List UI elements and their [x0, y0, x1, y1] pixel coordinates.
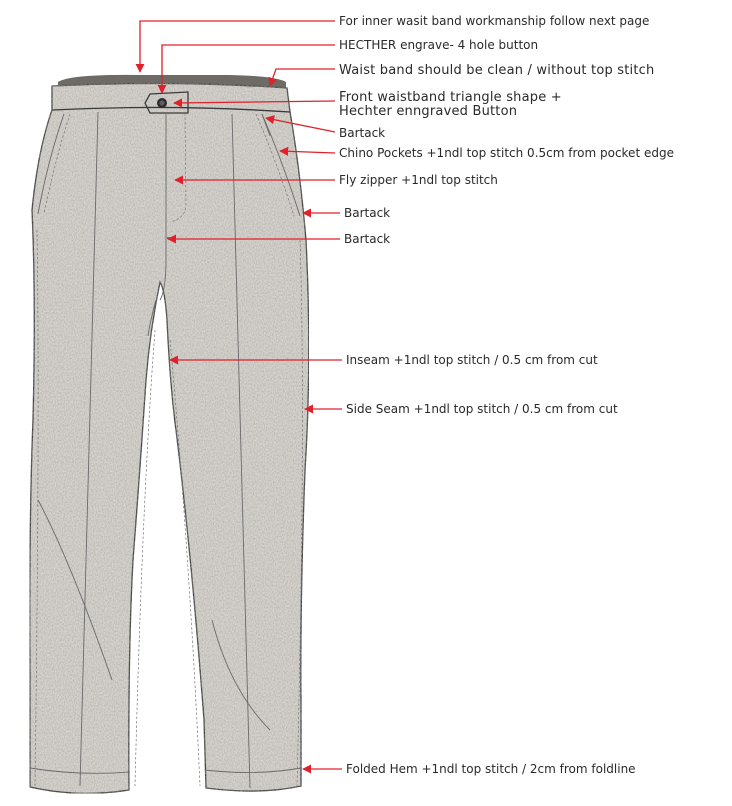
leader-inner-waistband: [140, 21, 335, 72]
trouser-illustration: [30, 75, 309, 793]
label-chino-pockets: Chino Pockets +1ndl top stitch 0.5cm from pocket edge: [339, 146, 674, 160]
label-inner-waistband: For inner wasit band workmanship follow next page: [339, 14, 650, 28]
label-front-waistband-2: Hechter enngraved Button: [339, 104, 518, 119]
label-bartack-fly: Bartack: [344, 232, 391, 246]
label-folded-hem: Folded Hem +1ndl top stitch / 2cm from foldline: [346, 762, 636, 776]
hechter-button: [157, 98, 167, 108]
callout-labels: [339, 14, 674, 776]
label-bartack-side: Bartack: [344, 206, 391, 220]
label-inseam: Inseam +1ndl top stitch / 0.5 cm from cut: [346, 353, 598, 367]
label-waistband-clean: Waist band should be clean / without top stitch: [339, 63, 655, 78]
label-bartack-pocket: Bartack: [339, 126, 386, 140]
trouser-body: [30, 83, 309, 793]
label-front-waistband-1: Front waistband triangle shape +: [339, 90, 562, 105]
label-fly-zipper: Fly zipper +1ndl top stitch: [339, 173, 498, 187]
label-side-seam: Side Seam +1ndl top stitch / 0.5 cm from cut: [346, 402, 618, 416]
label-button: HECTHER engrave- 4 hole button: [339, 38, 539, 52]
